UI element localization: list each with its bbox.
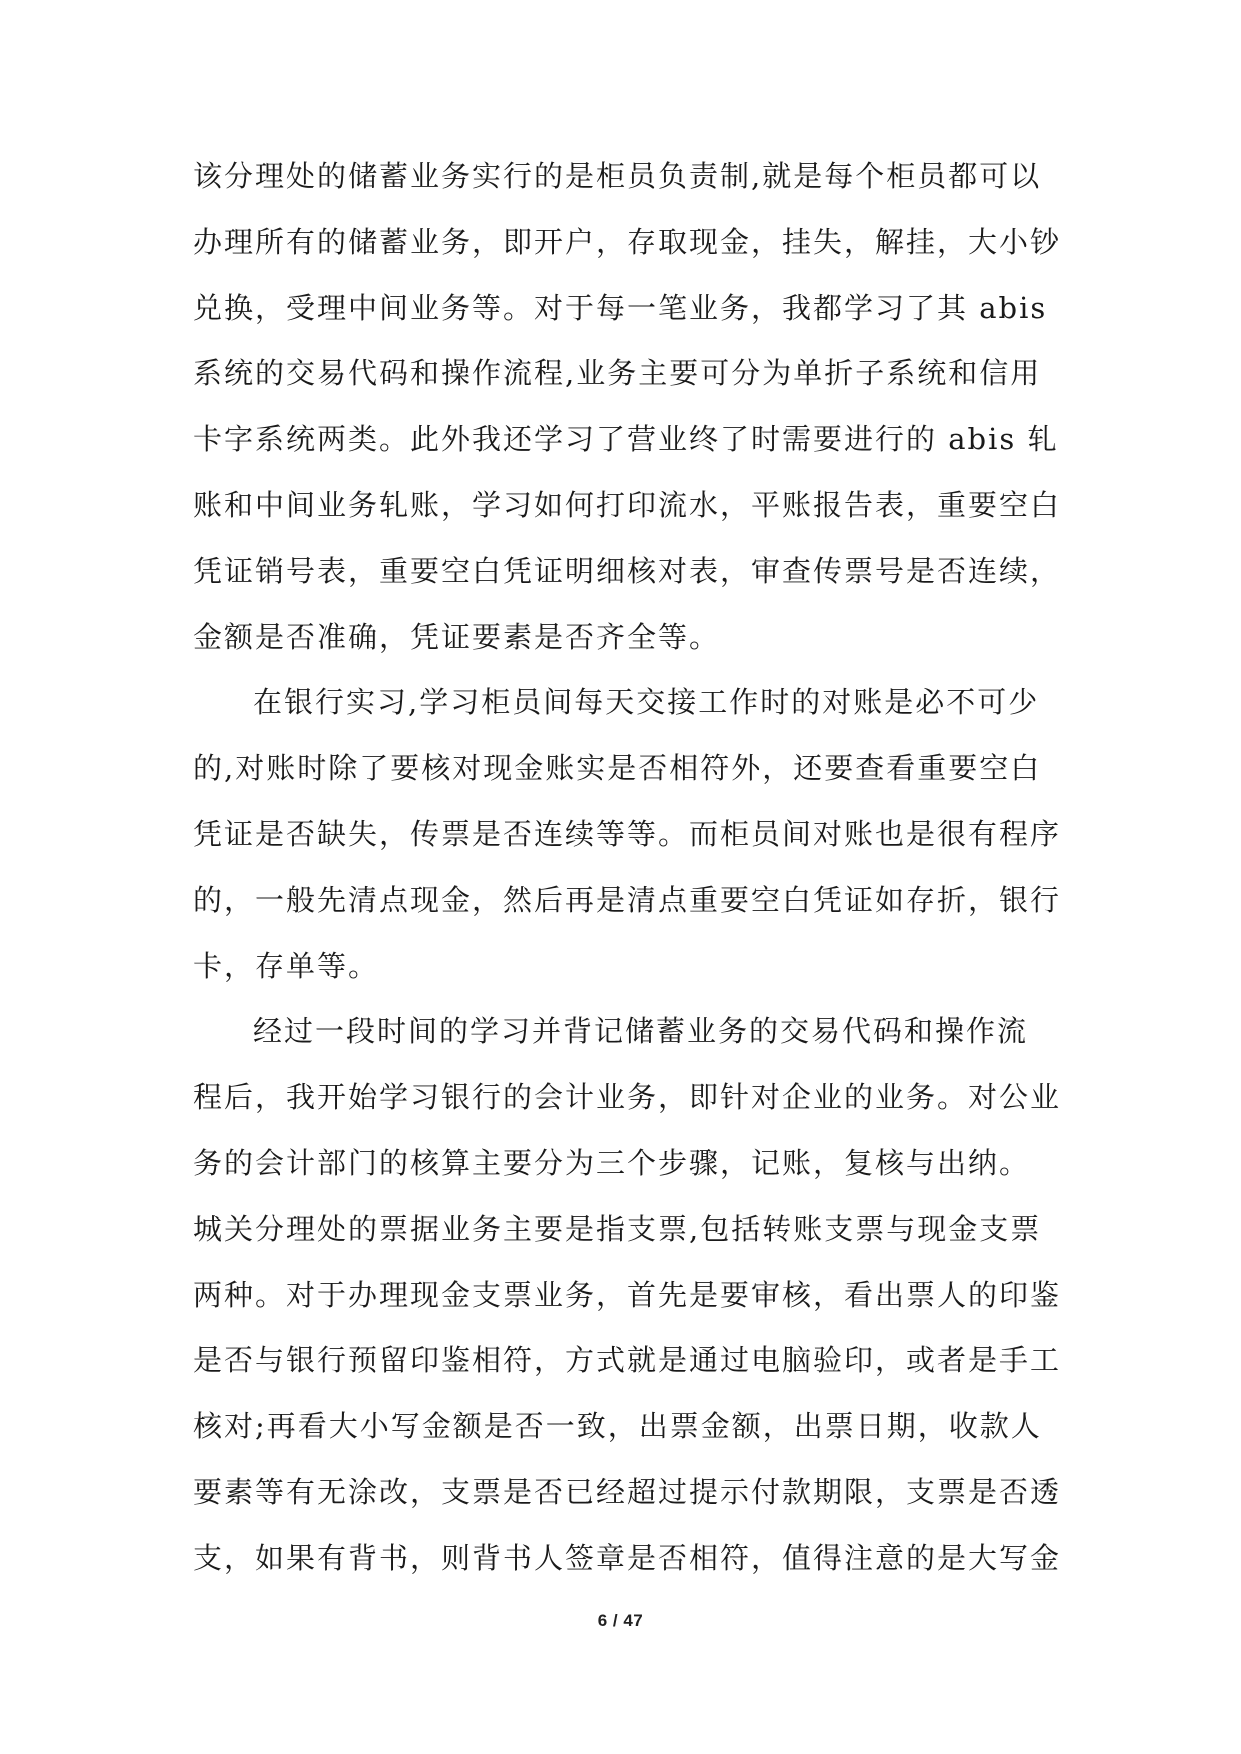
text-line: 城关分理处的票据业务主要是指支票,包括转账支票与现金支票 [193,1211,1042,1246]
text-line: 程后，我开始学习银行的会计业务，即针对企业的业务。对公业 [193,1080,1062,1115]
text-line: 账和中间业务轧账，学习如何打印流水，平账报告表，重要空白 [193,487,1062,522]
text-line: 兑换，受理中间业务等。对于每一笔业务，我都学习了其 abis [193,290,1048,325]
text-line: 该分理处的储蓄业务实行的是柜员负责制,就是每个柜员都可以 [193,159,1042,193]
page-number: 6 / 47 [597,1611,644,1630]
text-line: 的,对账时除了要核对现金账实是否相符外，还要查看重要空白 [193,751,1042,786]
body-text [193,156,1063,1604]
text-line: 办理所有的储蓄业务，即开户，存取现金，挂失，解挂，大小钞 [193,224,1062,259]
paragraph-first-line: 经过一段时间的学习并背记储蓄业务的交易代码和操作流 [253,1014,1029,1049]
text-line: 卡字系统两类。此外我还学习了营业终了时需要进行的 abis 轧 [193,422,1059,457]
text-line: 的，一般先清点现金，然后再是清点重要空白凭证如存折，银行 [193,882,1062,917]
text-line: 金额是否准确，凭证要素是否齐全等。 [193,619,721,654]
text-line: 是否与银行预留印鉴相符，方式就是通过电脑验印，或者是手工 [193,1343,1062,1378]
text-line: 卡，存单等。 [193,948,380,983]
text-line: 凭证是否缺失，传票是否连续等等。而柜员间对账也是很有程序 [193,816,1062,851]
text-line: 核对;再看大小写金额是否一致，出票金额，出票日期，收款人 [193,1409,1042,1444]
text-line: 两种。对于办理现金支票业务，首先是要审核，看出票人的印鉴 [193,1277,1062,1312]
text-line: 要素等有无涂改，支票是否已经超过提示付款期限，支票是否透 [193,1474,1062,1509]
text-line: 支，如果有背书，则背书人签章是否相符，值得注意的是大写金 [193,1540,1062,1575]
text-line: 凭证销号表，重要空白凭证明细核对表，审查传票号是否连续， [193,553,1062,588]
text-line: 系统的交易代码和操作流程,业务主要可分为单折子系统和信用 [193,356,1042,391]
paragraph-first-line: 在银行实习,学习柜员间每天交接工作时的对账是必不可少 [253,685,1040,720]
text-line: 务的会计部门的核算主要分为三个步骤，记账，复核与出纳。 [193,1145,1031,1180]
